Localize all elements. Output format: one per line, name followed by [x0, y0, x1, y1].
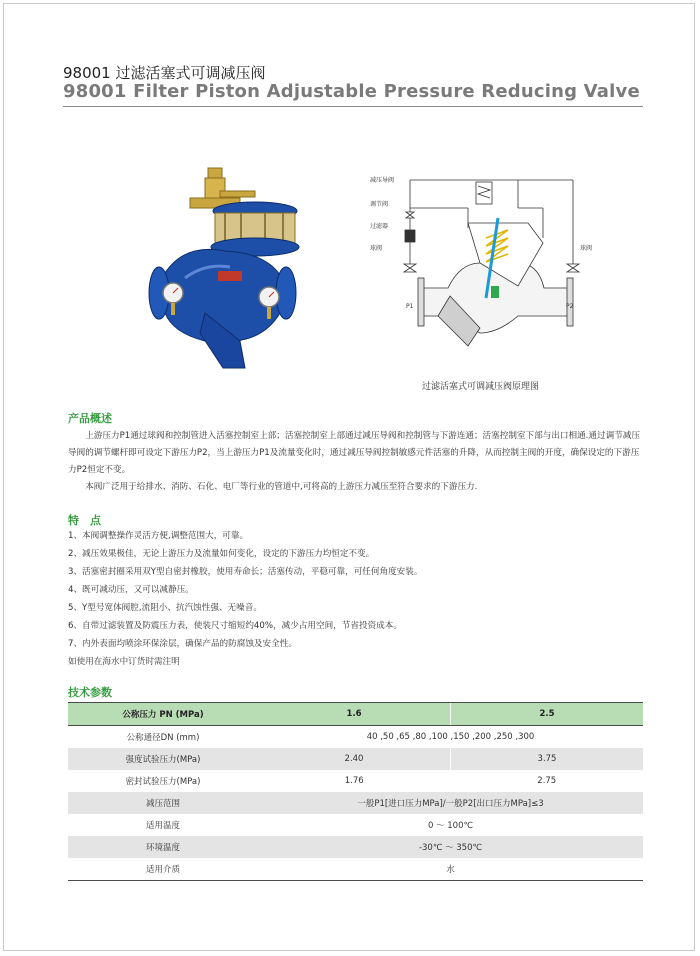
overview-heading: 产品概述 [68, 412, 112, 425]
spec-value: 一般P1[进口压力MPa]/一般P2[出口压力MPa]≤3 [258, 792, 643, 814]
spec-value: 2.40 [258, 748, 451, 770]
feature-item: 7、内外表面均喷涂环保涂层，确保产品的防腐蚀及安全性。 [68, 639, 297, 649]
feature-note: 如使用在海水中订货时需注明 [68, 657, 180, 667]
overview-paragraph-1: 上游压力P1通过球阀和控制管进入活塞控制室上部；活塞控制室上部通过减压导阀和控制管与下游连通；活塞控制室下部与出口相通.通过调节减压导阀的调节螺杆即可设定下游压力P2，当上游压力P1及流量变化时，通过减压导阀控制敏感元件活塞的升降，从而控制主阀的开度，确保设定的下游压力P2恒定不变。 [68, 431, 640, 475]
spec-label: 公称通径DN (mm) [68, 726, 258, 749]
spec-value: 0 ～ 100℃ [258, 814, 643, 836]
spec-label: 适用温度 [68, 814, 258, 836]
overview-text [68, 428, 646, 496]
diagram-caption: 过滤活塞式可调减压阀原理图 [421, 382, 539, 392]
spec-table [68, 702, 643, 881]
spec-label: 强度试验压力(MPa) [68, 748, 258, 770]
spec-value: -30℃ ～ 350℃ [258, 836, 643, 858]
label-regulating-valve: 调节阀 [370, 201, 389, 208]
label-p1: P1 [406, 303, 414, 310]
valve-product-photo [145, 163, 300, 373]
spec-row-dn [68, 726, 643, 749]
spec-label: 适用介质 [68, 858, 258, 881]
feature-item: 5、Y型号宽体阀腔,流阻小、抗汽蚀性强、无噪音。 [68, 603, 262, 613]
page-title-cn: 98001 过滤活塞式可调减压阀 [63, 64, 266, 82]
label-filter: 过滤器 [370, 223, 389, 230]
spec-header-row [68, 703, 643, 726]
spec-value: 2.75 [451, 770, 644, 792]
label-p2: P2 [566, 303, 574, 310]
spec-label: 减压范围 [68, 792, 258, 814]
label-reducing-pilot: 减压导阀 [370, 177, 395, 184]
spec-value: 1.76 [258, 770, 451, 792]
feature-item: 1、本阀调整操作灵活方便,调整范围大，可靠。 [68, 531, 249, 541]
spec-row-range [68, 792, 643, 814]
label-ball-valve-left: 球阀 [370, 245, 383, 252]
spec-header-label: 公称压力 PN (MPa) [68, 703, 258, 726]
spec-header-col2: 2.5 [451, 703, 644, 726]
feature-item: 3、活塞密封圈采用双Y型自密封橡胶，使用寿命长；活塞传动，平稳可靠，可任何角度安装。 [68, 567, 423, 577]
spec-value: 3.75 [451, 748, 644, 770]
overview-paragraph-2: 本阀广泛用于给排水、消防、石化、电厂等行业的管道中,可将高的上游压力减压至符合要求的下游压力. [85, 482, 478, 492]
label-ball-valve-right: 球阀 [580, 245, 593, 252]
features-heading: 特 点 [68, 514, 101, 527]
principle-diagram [368, 168, 593, 368]
page-title-en: 98001 Filter Piston Adjustable Pressure Reducing Valve [63, 81, 640, 102]
spec-label: 密封试验压力(MPa) [68, 770, 258, 792]
feature-item: 4、既可减动压，又可以减静压。 [68, 585, 194, 595]
spec-row-strength [68, 748, 643, 770]
spec-header-col1: 1.6 [258, 703, 451, 726]
title-divider [63, 106, 643, 107]
feature-item: 2、减压效果极佳，无论上游压力及流量如何变化，设定的下游压力均恒定不变。 [68, 549, 375, 559]
spec-value: 水 [258, 858, 643, 881]
features-list [68, 527, 628, 671]
spec-label: 环境温度 [68, 836, 258, 858]
spec-row-medium [68, 858, 643, 881]
feature-item: 6、自带过滤装置及防震压力表，使装尺寸缩短约40%，减少占用空间，节省投资成本。 [68, 621, 402, 631]
spec-row-env [68, 836, 643, 858]
spec-value: 40 ,50 ,65 ,80 ,100 ,150 ,200 ,250 ,300 [258, 726, 643, 749]
specs-heading: 技术参数 [68, 686, 112, 699]
spec-row-temp [68, 814, 643, 836]
spec-row-seal [68, 770, 643, 792]
